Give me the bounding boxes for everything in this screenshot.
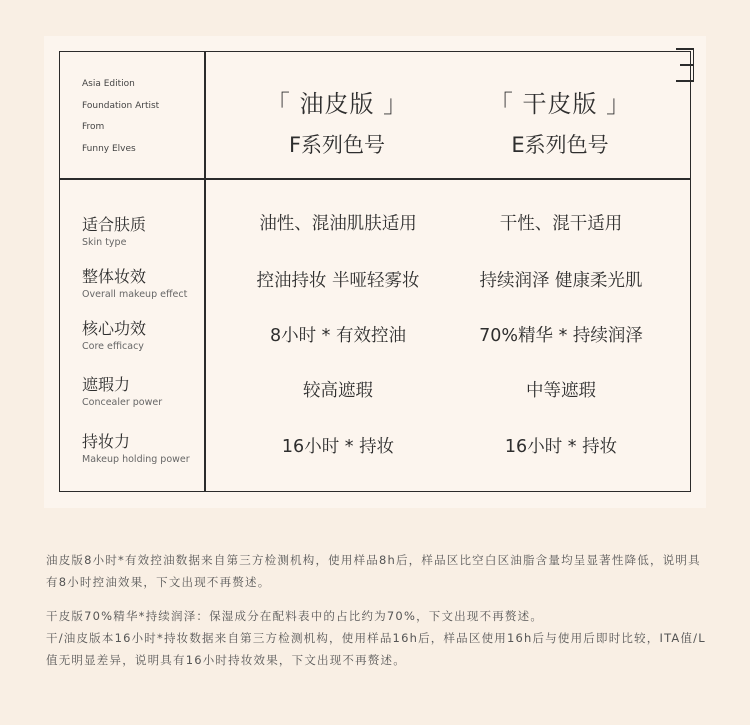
cell-dry: 16小时 * 持妆 xyxy=(504,437,618,457)
cell-dry: 干性、混干适用 xyxy=(499,214,623,234)
corner-decoration xyxy=(676,48,694,82)
column-header-oily xyxy=(227,84,447,159)
table-vertical-divider xyxy=(204,51,206,492)
brand-line: From xyxy=(82,122,105,132)
row-label-zh: 持妆力 xyxy=(82,432,131,451)
column-header-dry xyxy=(450,84,670,159)
row-label-en: Concealer power xyxy=(82,397,163,408)
row-label-concealer xyxy=(82,372,162,408)
footnote: 油皮版8小时*有效控油数据来自第三方检测机构，使用样品8h后，样品区比空白区油脂含量均呈显著性降低，说明具有8小时控油效果，下文出现不再赘述。 xyxy=(46,553,701,589)
cell-dry: 70%精华 * 持续润泽 xyxy=(479,326,643,346)
brand-line: Funny Elves xyxy=(82,143,136,154)
column-subtitle: E系列色号 xyxy=(511,133,609,157)
row-label-zh: 适合肤质 xyxy=(82,215,147,234)
row-label-zh: 核心功效 xyxy=(82,319,147,338)
cell-oily: 16小时 * 持妆 xyxy=(281,437,395,457)
cell-oily: 控油持妆 半哑轻雾妆 xyxy=(256,271,420,291)
row-label-en: Core efficacy xyxy=(82,341,144,352)
footnotes xyxy=(46,549,706,671)
cell-dry: 中等遮瑕 xyxy=(526,381,596,401)
cell-oily: 油性、混油肌肤适用 xyxy=(259,214,417,234)
table-horizontal-divider xyxy=(59,178,691,180)
brand-line: Foundation Artist xyxy=(82,100,160,111)
row-label-en: Makeup holding power xyxy=(82,454,190,465)
column-title: 「 干皮版 」 xyxy=(488,90,632,118)
cell-oily: 较高遮瑕 xyxy=(303,381,373,401)
row-label-makeup-effect xyxy=(82,264,187,300)
cell-dry: 持续润泽 健康柔光肌 xyxy=(479,271,643,291)
cell-oily: 8小时 * 有效控油 xyxy=(269,326,406,346)
footnote: 干/油皮版本16小时*持妆数据来自第三方检测机构，使用样品16h后，样品区使用16h后与使用后即时比较，ITA值/L值无明显差异，说明具有16小时持妆效果，下文出现不再赘述。 xyxy=(46,631,706,667)
column-subtitle: F系列色号 xyxy=(288,133,386,157)
footnote: 干皮版70%精华*持续润泽：保湿成分在配料表中的占比约为70%，下文出现不再赘述。 xyxy=(46,609,544,623)
row-label-zh: 整体妆效 xyxy=(82,267,147,286)
row-label-zh: 遮瑕力 xyxy=(82,375,131,394)
column-title: 「 油皮版 」 xyxy=(265,90,409,118)
brand-block xyxy=(82,74,159,160)
row-label-en: Skin type xyxy=(82,237,127,248)
row-label-skin-type xyxy=(82,212,146,248)
row-label-holding-power xyxy=(82,429,190,465)
row-label-en: Overall makeup effect xyxy=(82,289,188,300)
row-label-core-efficacy xyxy=(82,316,146,352)
brand-line: Asia Edition xyxy=(82,79,135,89)
